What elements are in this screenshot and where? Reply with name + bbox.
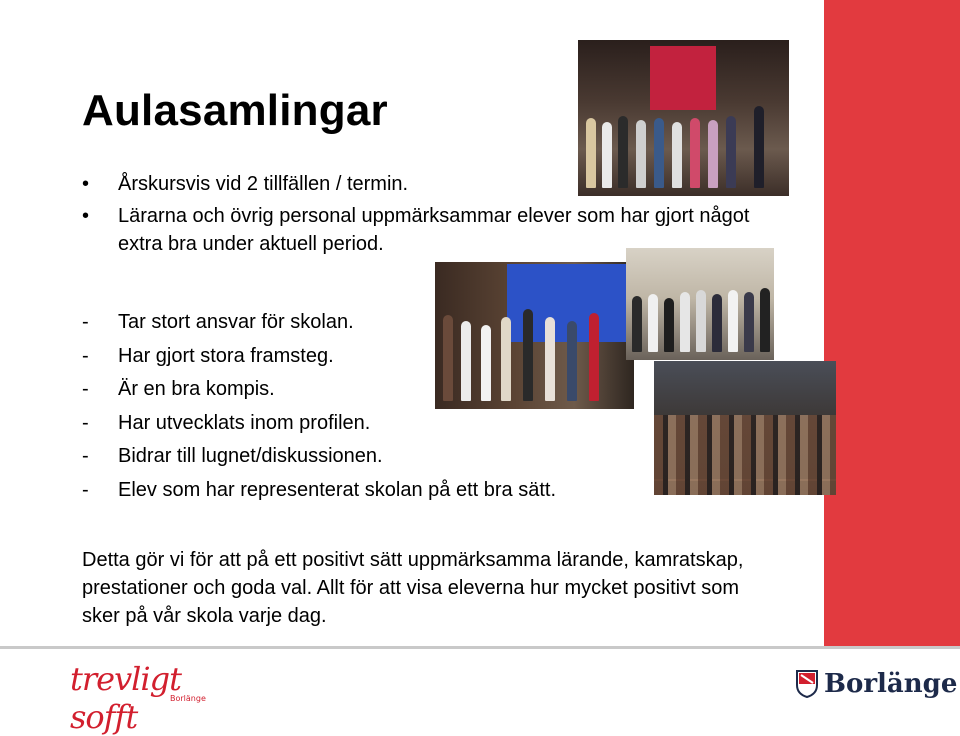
trevligt-logo-sub: Borlänge <box>170 694 206 703</box>
slide-title: Aulasamlingar <box>82 86 388 135</box>
dash-marker: - <box>82 445 89 467</box>
closing-paragraph: Detta gör vi för att på ett positivt sätt uppmärksamma lärande, kamratskap, prestationer och goda val. Allt för att visa eleverna hur mycket positivt som sker på vår skola varje dag. <box>82 549 744 627</box>
dash-marker: - <box>82 311 89 333</box>
criteria-item <box>82 440 702 474</box>
trevligt-logo-text: trevligt sofft <box>70 660 181 736</box>
criteria-text: Har utvecklats inom profilen. <box>118 411 371 434</box>
criteria-item <box>82 407 702 441</box>
trevligt-logo <box>70 660 220 736</box>
dash-marker: - <box>82 411 89 434</box>
dash-marker: - <box>82 344 89 367</box>
bullet-marker: • <box>82 205 90 227</box>
criteria-text: Tar stort ansvar för skolan. <box>118 311 354 333</box>
students-diploma-photo <box>435 262 634 409</box>
group-photo <box>626 248 774 360</box>
shield-icon <box>796 670 818 698</box>
footer-divider <box>0 646 960 649</box>
criteria-text: Elev som har representerat skolan på ett bra sätt. <box>118 478 556 501</box>
criteria-item <box>82 474 702 508</box>
audience-photo <box>654 361 836 495</box>
brand-name: Borlänge <box>824 669 958 699</box>
accent-band <box>824 0 960 646</box>
criteria-text: Är en bra kompis. <box>118 378 275 400</box>
bullet-text: Lärarna och övrig personal uppmärksammar elever som har gjort något extra bra under aktuell period. <box>118 205 750 255</box>
criteria-text: Bidrar till lugnet/diskussionen. <box>118 445 383 467</box>
dash-marker: - <box>82 378 89 400</box>
borlange-logo <box>796 664 957 704</box>
bullet-text: Årskursvis vid 2 tillfällen / termin. <box>118 173 409 195</box>
projection-screen <box>650 46 716 110</box>
criteria-text: Har gjort stora framsteg. <box>118 344 334 367</box>
dash-marker: - <box>82 478 89 501</box>
bullet-marker: • <box>82 173 90 195</box>
stage-award-photo <box>578 40 789 196</box>
